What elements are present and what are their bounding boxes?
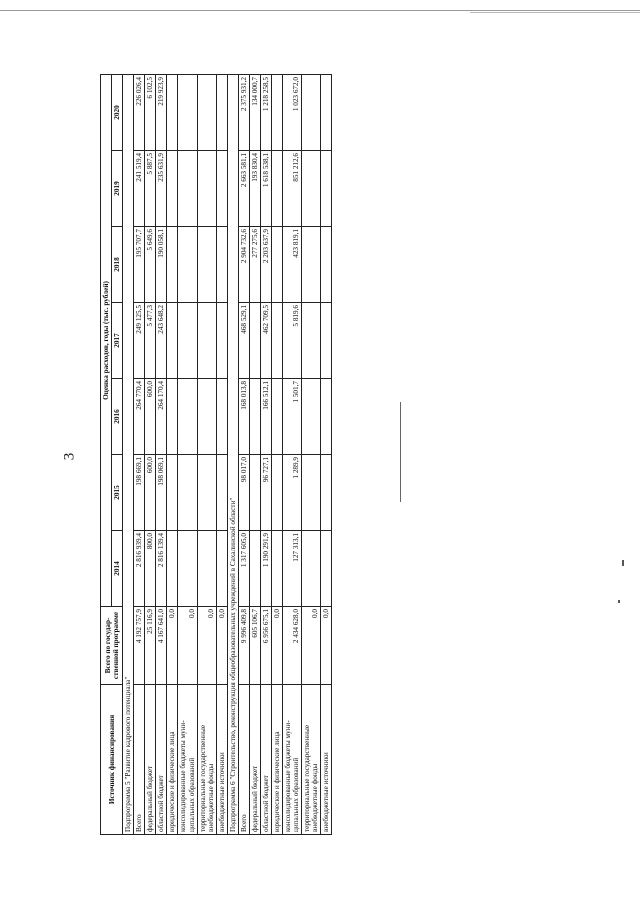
table-row [238, 75, 249, 835]
total-cell: 0,0 [321, 607, 332, 685]
total-cell: 2 434 628,0 [283, 607, 302, 685]
total-cell: 0,0 [272, 607, 283, 685]
total-cell: 9 996 409,8 [238, 607, 249, 685]
section-title-row [123, 75, 134, 835]
year-value-cell [302, 303, 321, 379]
year-value-cell [178, 227, 197, 303]
row-label: консолидированные бюджеты муни-ципальных образований [283, 685, 302, 835]
header-source: Источник финансирования [101, 685, 123, 835]
year-value-cell: 127 313,1 [283, 531, 302, 607]
year-value-cell [197, 75, 216, 151]
year-value-cell [167, 303, 178, 379]
year-value-cell [321, 379, 332, 455]
year-value-cell [216, 227, 227, 303]
year-value-cell [216, 151, 227, 227]
header-year: 2020 [112, 75, 123, 151]
year-value-cell: 249 125,5 [134, 303, 145, 379]
year-value-cell: 800,0 [145, 531, 156, 607]
header-year: 2014 [112, 531, 123, 607]
total-cell: 0,0 [178, 607, 197, 685]
year-value-cell: 1 190 291,9 [260, 531, 271, 607]
row-label: территориальные государственные внебюджетные фонды [302, 685, 321, 835]
year-value-cell [272, 151, 283, 227]
year-value-cell: 264 770,4 [134, 379, 145, 455]
year-value-cell [178, 303, 197, 379]
header-total: Всего по государ-ственной программе [101, 607, 123, 685]
scan-edge-line [470, 12, 640, 13]
year-value-cell: 5 477,3 [145, 303, 156, 379]
total-cell: 605 106,7 [249, 607, 260, 685]
table-row [178, 75, 197, 835]
header-year: 2019 [112, 151, 123, 227]
row-label: юридические и физические лица [272, 685, 283, 835]
year-value-cell [272, 75, 283, 151]
header-year: 2016 [112, 379, 123, 455]
year-value-cell [167, 75, 178, 151]
year-value-cell [197, 151, 216, 227]
year-value-cell: 5 819,6 [283, 303, 302, 379]
year-value-cell: 2 816 939,4 [134, 531, 145, 607]
rotated-table-sheet [100, 75, 380, 835]
year-value-cell [167, 531, 178, 607]
year-value-cell: 195 707,7 [134, 227, 145, 303]
year-value-cell: 1 289,9 [283, 455, 302, 531]
year-value-cell: 166 512,1 [260, 379, 271, 455]
table-row [302, 75, 321, 835]
header-estimate: Оценка расходов, годы (тыс. рублей) [101, 75, 112, 607]
year-value-cell [249, 379, 260, 455]
year-value-cell: 134 000,7 [249, 75, 260, 151]
row-label: Всего [134, 685, 145, 835]
year-value-cell: 462 709,5 [260, 303, 271, 379]
year-value-cell [249, 455, 260, 531]
year-value-cell: 190 058,1 [156, 227, 167, 303]
year-value-cell: 423 819,1 [283, 227, 302, 303]
year-value-cell: 198 669,1 [134, 455, 145, 531]
header-year: 2017 [112, 303, 123, 379]
year-value-cell: 2 816 139,4 [156, 531, 167, 607]
header-year: 2018 [112, 227, 123, 303]
year-value-cell [216, 455, 227, 531]
year-value-cell: 2 375 931,2 [238, 75, 249, 151]
total-cell: 0,0 [167, 607, 178, 685]
year-value-cell [197, 455, 216, 531]
table-row [216, 75, 227, 835]
year-value-cell [272, 379, 283, 455]
row-label: внебюджетные источники [321, 685, 332, 835]
section-title-row [227, 75, 238, 835]
year-value-cell: 1 501,7 [283, 379, 302, 455]
table-row [197, 75, 216, 835]
year-value-cell [321, 303, 332, 379]
year-value-cell [178, 455, 197, 531]
total-cell: 0,0 [197, 607, 216, 685]
margin-mark [400, 402, 401, 502]
table-row [145, 75, 156, 835]
total-cell: 0,0 [216, 607, 227, 685]
year-value-cell: 226 026,4 [134, 75, 145, 151]
year-value-cell [197, 531, 216, 607]
row-label: федеральный бюджет [249, 685, 260, 835]
scan-speck [618, 600, 620, 603]
year-value-cell: 193 830,4 [249, 151, 260, 227]
row-label: внебюджетные источники [216, 685, 227, 835]
year-value-cell: 2 904 732,6 [238, 227, 249, 303]
year-value-cell: 6 102,5 [145, 75, 156, 151]
year-value-cell [321, 227, 332, 303]
total-cell: 4 192 757,9 [134, 607, 145, 685]
year-value-cell: 241 519,4 [134, 151, 145, 227]
year-value-cell [321, 75, 332, 151]
year-value-cell [178, 531, 197, 607]
year-value-cell [302, 151, 321, 227]
year-value-cell: 235 631,9 [156, 151, 167, 227]
table-body [123, 75, 332, 835]
year-value-cell: 1 023 672,0 [283, 75, 302, 151]
year-value-cell [216, 379, 227, 455]
year-value-cell: 5 649,6 [145, 227, 156, 303]
year-value-cell [272, 531, 283, 607]
row-label: территориальные государственные внебюджетные фонды [197, 685, 216, 835]
year-value-cell: 96 727,1 [260, 455, 271, 531]
year-value-cell [197, 379, 216, 455]
year-value-cell: 600,0 [145, 455, 156, 531]
year-value-cell [302, 455, 321, 531]
row-label: юридические и физические лица [167, 685, 178, 835]
year-value-cell: 168 013,8 [238, 379, 249, 455]
year-value-cell [302, 227, 321, 303]
year-value-cell [167, 151, 178, 227]
total-cell: 4 167 641,0 [156, 607, 167, 685]
year-value-cell [167, 379, 178, 455]
year-value-cell [302, 379, 321, 455]
year-value-cell [167, 227, 178, 303]
total-cell: 0,0 [302, 607, 321, 685]
year-value-cell [321, 531, 332, 607]
year-value-cell [167, 455, 178, 531]
row-label: федеральный бюджет [145, 685, 156, 835]
scan-speck [622, 560, 624, 566]
year-value-cell: 468 529,1 [238, 303, 249, 379]
year-value-cell [249, 303, 260, 379]
row-label: Всего [238, 685, 249, 835]
table-row [167, 75, 178, 835]
table-row [134, 75, 145, 835]
year-value-cell: 264 170,4 [156, 379, 167, 455]
year-value-cell: 219 923,9 [156, 75, 167, 151]
header-year: 2015 [112, 455, 123, 531]
total-cell: 25 116,9 [145, 607, 156, 685]
year-value-cell [302, 75, 321, 151]
table-row [156, 75, 167, 835]
year-value-cell: 2 663 581,1 [238, 151, 249, 227]
row-label: областной бюджет [260, 685, 271, 835]
year-value-cell [216, 75, 227, 151]
year-value-cell: 243 648,2 [156, 303, 167, 379]
year-value-cell [272, 455, 283, 531]
year-value-cell: 1 317 605,0 [238, 531, 249, 607]
row-label: областной бюджет [156, 685, 167, 835]
year-value-cell [197, 303, 216, 379]
year-value-cell [272, 227, 283, 303]
year-value-cell [321, 151, 332, 227]
section-title: Подпрограмма 5 "Развитие кадрового потенциала" [123, 75, 134, 835]
year-value-cell [249, 531, 260, 607]
year-value-cell: 98 017,0 [238, 455, 249, 531]
funding-table [100, 74, 332, 835]
year-value-cell [302, 531, 321, 607]
year-value-cell [216, 531, 227, 607]
year-value-cell: 1 618 538,1 [260, 151, 271, 227]
year-value-cell [321, 455, 332, 531]
total-cell: 6 956 675,1 [260, 607, 271, 685]
table-row [249, 75, 260, 835]
table-row [321, 75, 332, 835]
page-number: 3 [61, 452, 78, 461]
year-value-cell: 2 203 637,9 [260, 227, 271, 303]
table-row [272, 75, 283, 835]
year-value-cell [216, 303, 227, 379]
table-row [260, 75, 271, 835]
year-value-cell [178, 151, 197, 227]
scan-edge-line [0, 10, 640, 11]
year-value-cell: 5 887,5 [145, 151, 156, 227]
section-title: Подпрограмма 6 "Строительство, реконструкция общеобразовательных учреждений в Сахалинской области" [227, 75, 238, 835]
year-value-cell [197, 227, 216, 303]
year-value-cell: 600,0 [145, 379, 156, 455]
year-value-cell [272, 303, 283, 379]
year-value-cell: 277 275,6 [249, 227, 260, 303]
year-value-cell: 1 218 258,5 [260, 75, 271, 151]
table-row [283, 75, 302, 835]
row-label: консолидированные бюджеты муни-ципальных образований [178, 685, 197, 835]
year-value-cell [178, 379, 197, 455]
year-value-cell: 851 212,6 [283, 151, 302, 227]
year-value-cell [178, 75, 197, 151]
year-value-cell: 198 069,1 [156, 455, 167, 531]
